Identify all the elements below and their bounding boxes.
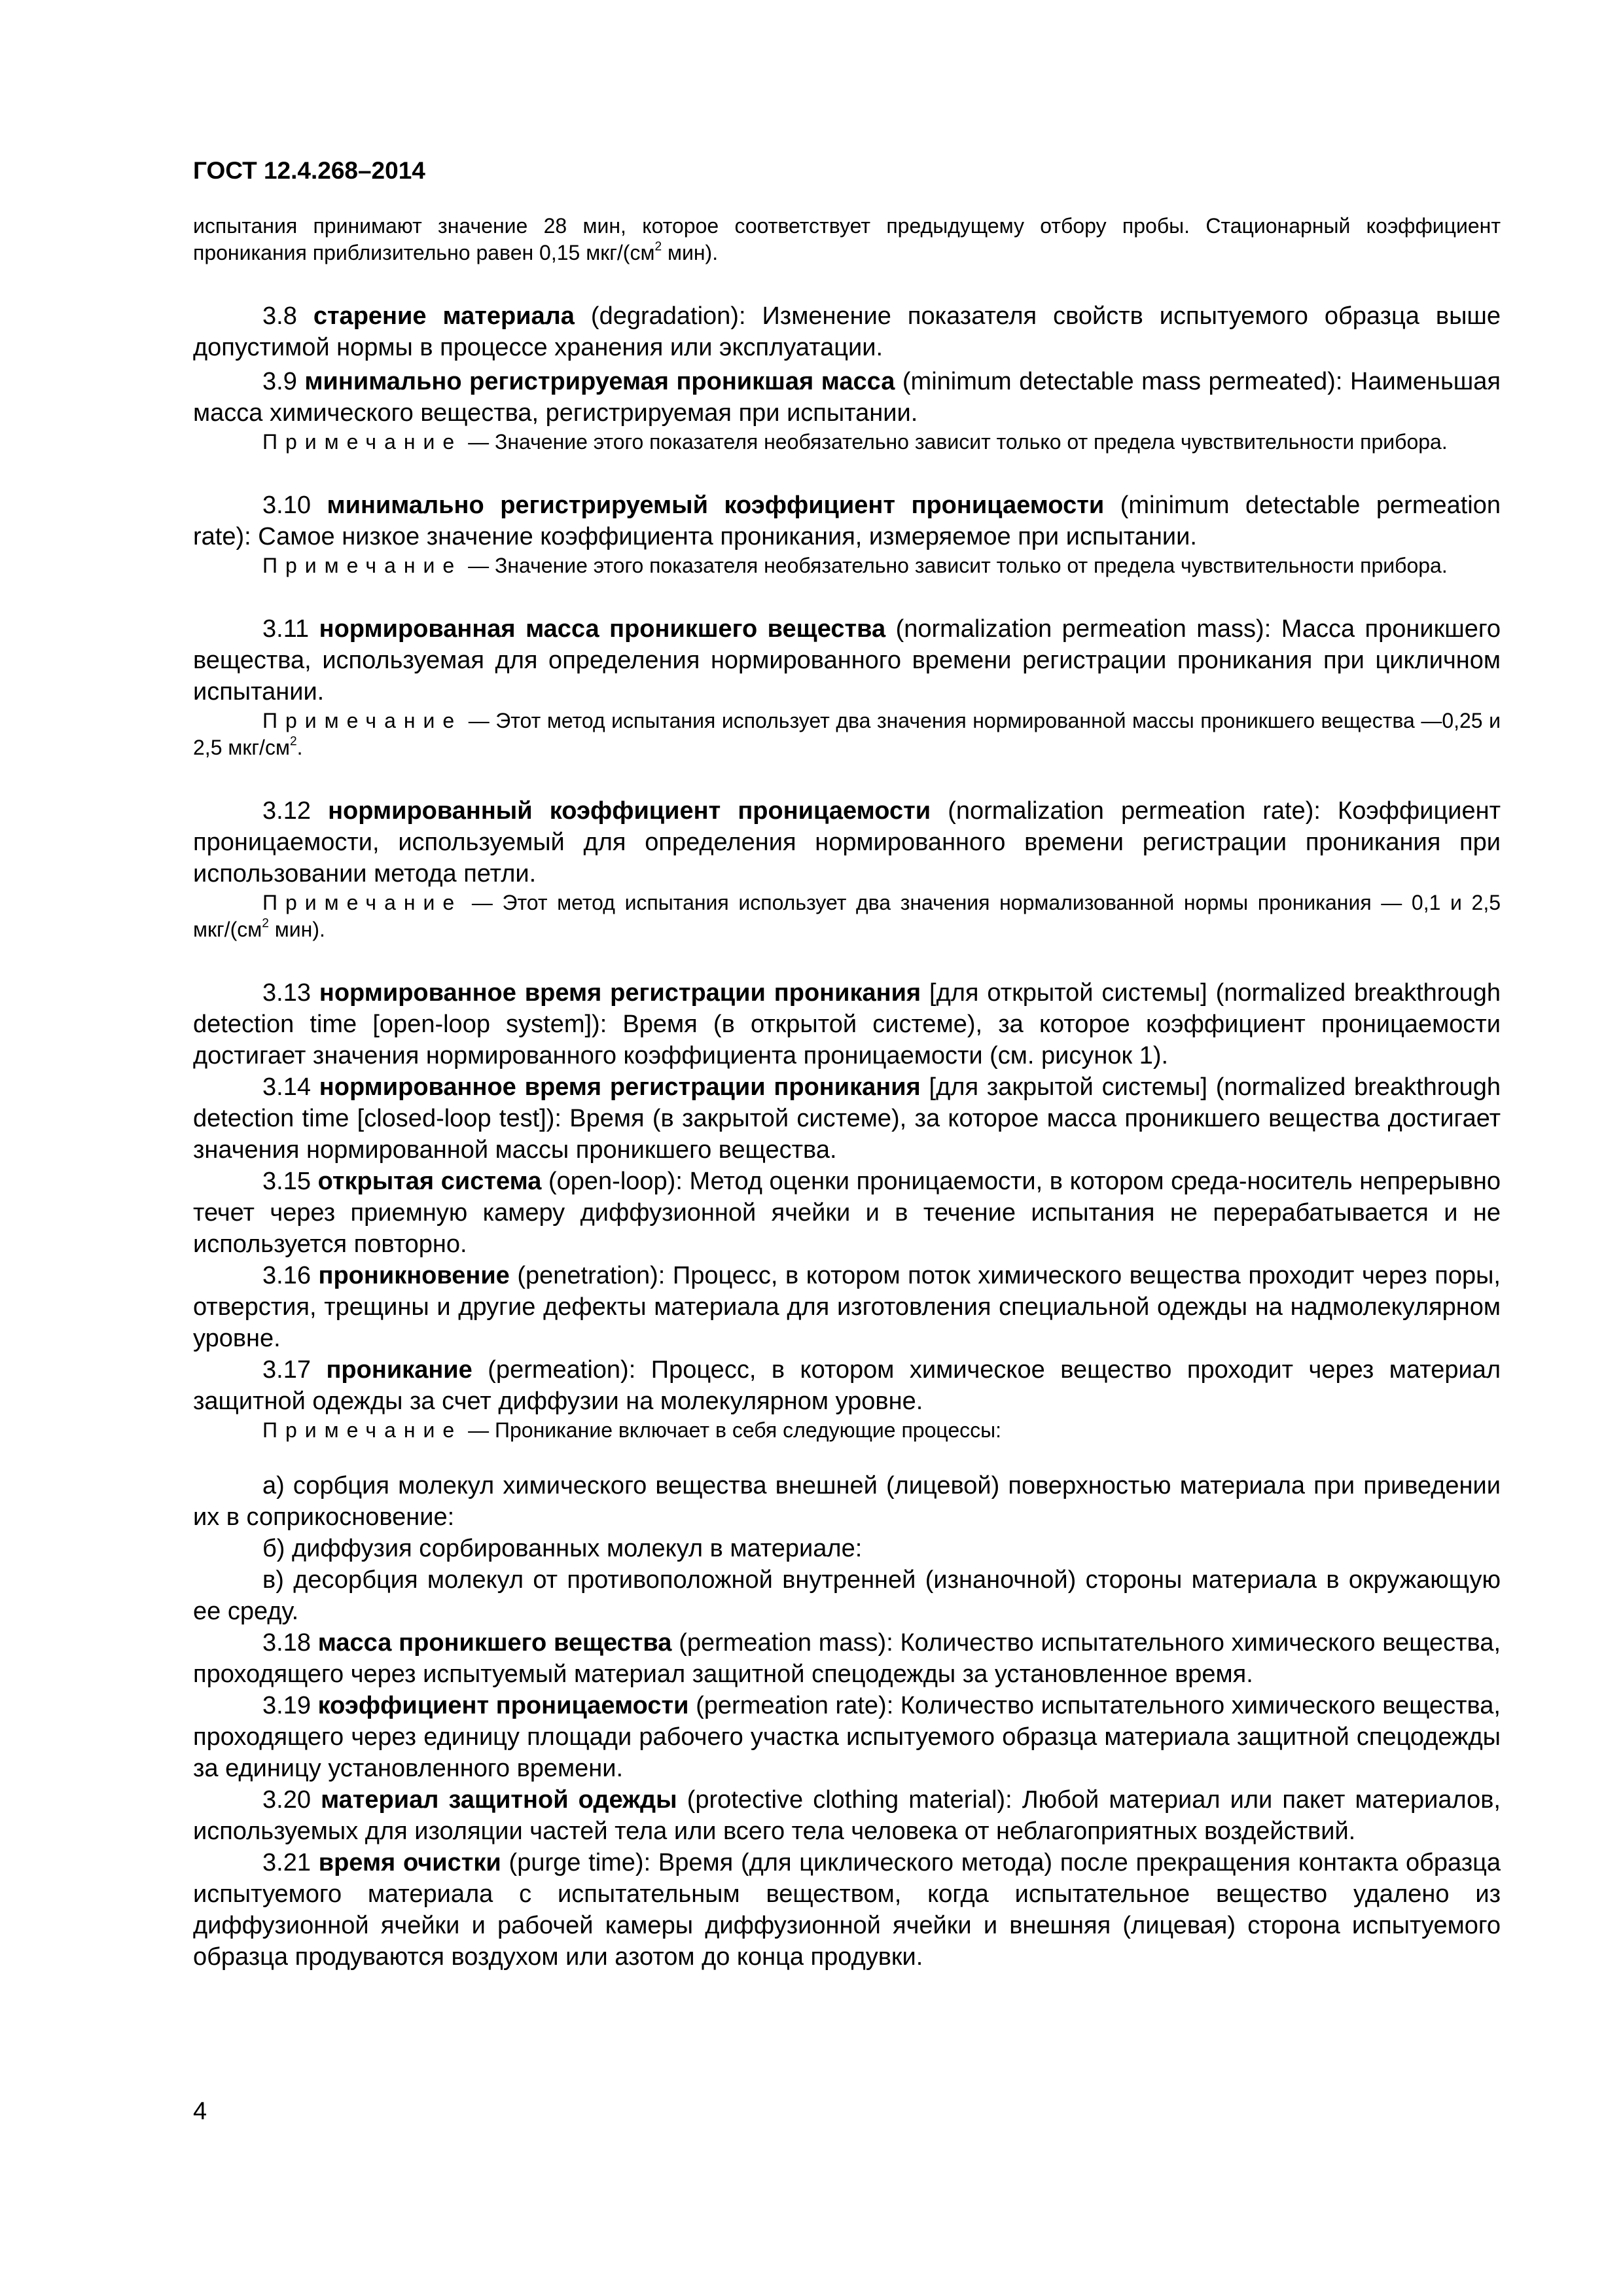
note-3-12: Примечание — Этот метод испытания использует два значения нормализованной нормы проникания — 0,1 и 2,5 мкг/($см^2$ мин). (193, 891, 1501, 941)
list-item-c: в) десорбция молекул от противоположной внутренней (изнаночной) стороны материала в окружающую ее среду. (193, 1566, 1501, 1625)
list-item-b: б) диффузия сорбированных молекул в материале: (262, 1535, 863, 1562)
term-3-8: 3.8 старение материала (degradation): Изменение показателя свойств испытуемого образца выше допустимой нормы в процессе хранения или эксплуатации. (193, 302, 1501, 361)
note-3-10: Примечание — Значение этого показателя необязательно зависит только от предела чувствительности прибора. (262, 554, 1448, 577)
term-3-15: 3.15 открытая система (open-loop): Метод оценки проницаемости, в котором среда-носитель непрерывно течет через приемную камеру диффузионной ячейки и в течение испытания не перерабатывается и не используется повторно. (193, 1168, 1501, 1258)
list-item-a: а) сорбция молекул химического вещества внешней (лицевой) поверхностью материала при приведении их в соприкосновение: (193, 1472, 1501, 1531)
intro-paragraph: испытания принимают значение 28 мин, которое соответствует предыдущему отбору пробы. Стационарный коэффициент проникания приблизительно равен 0,15 мкг/($см^2$ мин). (193, 214, 1501, 264)
page-header: ГОСТ 12.4.268–2014 (193, 157, 425, 184)
note-3-17: Примечание — Проникание включает в себя следующие процессы: (262, 1418, 1002, 1442)
term-3-13: 3.13 нормированное время регистрации проникания [для открытой системы] (normalized breakthrough detection time [open-loop system]): Время (в открытой системе), за которое коэффициент проницаемости достигает значения нормированного коэффициента проницаемости (см. рисунок 1). (193, 979, 1501, 1069)
term-3-10: 3.10 минимально регистрируемый коэффициент проницаемости (minimum detectable permeation rate): Самое низкое значение коэффициента проникания, измеряемое при испытании. (193, 492, 1501, 550)
term-3-12: 3.12 нормированный коэффициент проницаемости (normalization permeation rate): Коэффициент проницаемости, используемый для определения нормированного времени регистрации проникания при использовании метода петли. (193, 797, 1501, 888)
note-label: Примечание (262, 430, 463, 454)
note-3-9: Примечание — Значение этого показателя необязательно зависит только от предела чувствительности прибора. (262, 430, 1448, 454)
term-3-14: 3.14 нормированное время регистрации проникания [для закрытой системы] (normalized breakthrough detection time [closed-loop test]): Время (в закрытой системе), за которое масса проникшего вещества достигает значения нормированной массы проникшего вещества. (193, 1073, 1501, 1164)
term-3-17: 3.17 проникание (permeation): Процесс, в котором химическое вещество проходит через материал защитной одежды за счет диффузии на молекулярном уровне. (193, 1356, 1501, 1415)
term-3-18: 3.18 масса проникшего вещества (permeation mass): Количество испытательного химического вещества, проходящего через испытуемый материал защитной спецодежды за установленное время. (193, 1629, 1501, 1688)
note-label: Примечание (262, 554, 463, 577)
note-label: Примечание (262, 1418, 463, 1442)
note-label: Примечание (262, 709, 463, 732)
term-3-21: 3.21 время очистки (purge time): Время (для циклического метода) после прекращения контакта образца испытуемого материала с испытательным веществом, когда испытательное вещество удалено из диффузионной ячейки и рабочей камеры диффузионной ячейки и внешняя (лицевая) сторона испытуемого образца продуваются воздухом или азотом до конца продувки. (193, 1849, 1501, 1971)
term-3-19: 3.19 коэффициент проницаемости (permeation rate): Количество испытательного химического вещества, проходящего через единицу площади рабочего участка испытуемого образца материала защитной спецодежды за единицу установленного времени. (193, 1692, 1501, 1782)
term-3-16: 3.16 проникновение (penetration): Процесс, в котором поток химического вещества проходит через поры, отверстия, трещины и другие дефекты материала для изготовления специальной одежды на надмолекулярном уровне. (193, 1262, 1501, 1352)
note-label: Примечание (262, 891, 463, 914)
note-3-11: Примечание — Этот метод испытания использует два значения нормированной массы проникшего вещества —0,25 и 2,5 мкг/$см^2$. (193, 709, 1501, 759)
term-3-9: 3.9 минимально регистрируемая проникшая масса (minimum detectable mass permeated): Наименьшая масса химического вещества, регистрируемая при испытании. (193, 368, 1501, 427)
term-3-11: 3.11 нормированная масса проникшего вещества (normalization permeation mass): Масса проникшего вещества, используемая для определения нормированного времени регистрации проникания при цикличном испытании. (193, 615, 1501, 706)
page-content (193, 213, 1501, 1973)
term-3-20: 3.20 материал защитной одежды (protective clothing material): Любой материал или пакет материалов, используемых для изоляции частей тела или всего тела человека от неблагоприятных воздействий. (193, 1786, 1501, 1845)
page-number: 4 (193, 2098, 207, 2125)
